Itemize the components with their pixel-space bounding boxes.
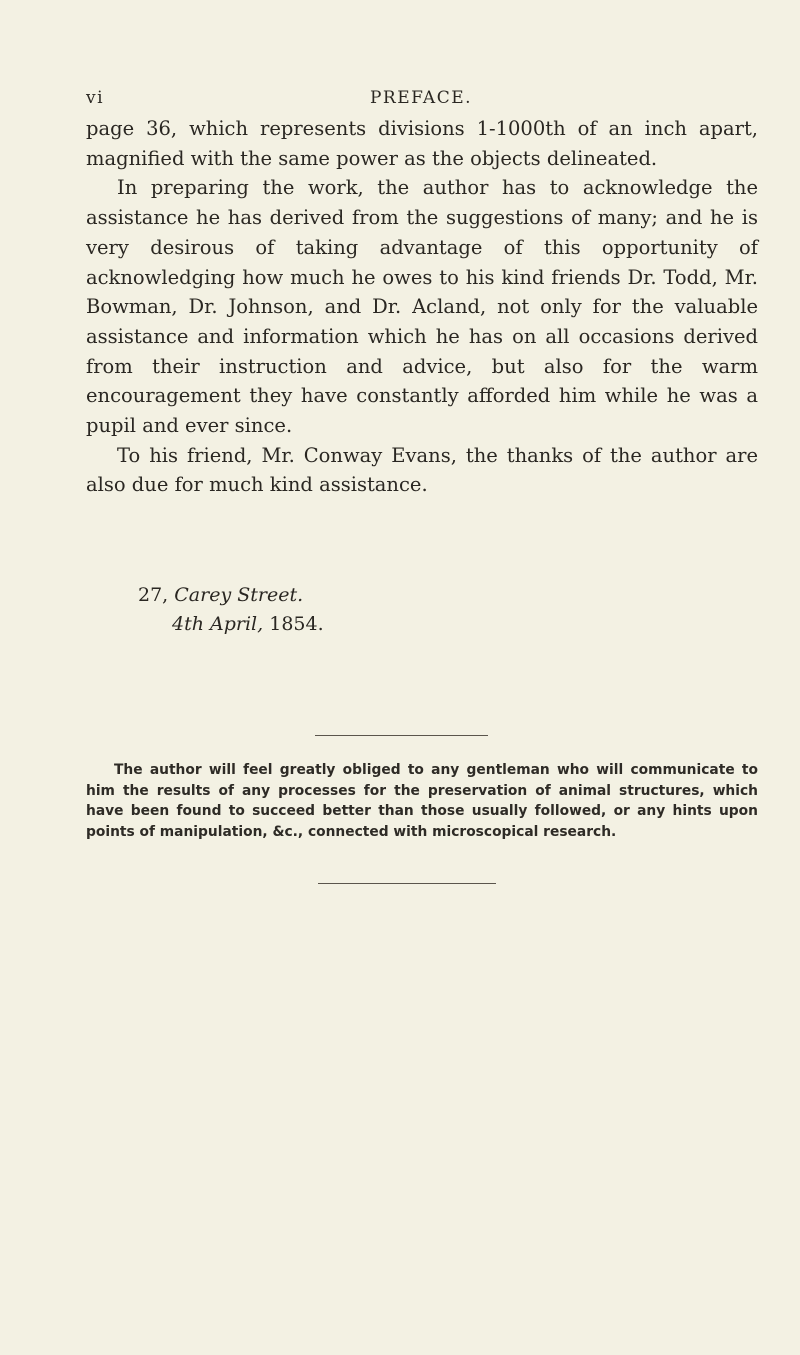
- date-month: April,: [210, 613, 264, 635]
- preface-body: [86, 114, 758, 500]
- address-line: [138, 581, 324, 610]
- street-name: Carey Street.: [174, 584, 304, 606]
- author-note: The author will feel greatly obliged to any gentleman who will communicate to him the results of any processes for the preservation of animal structures, which have been found to succeed better than those usually followed, or any hints upon points of manipulation, &c., connected with microscopical research.: [86, 762, 758, 840]
- divider-top: [315, 735, 488, 736]
- running-head: [86, 88, 756, 112]
- street-number: 27,: [138, 584, 169, 606]
- page-number: vi: [86, 88, 105, 108]
- paragraph-thanks: To his friend, Mr. Conway Evans, the thanks of the author are also due for much kind assistance.: [86, 443, 758, 497]
- page-title: PREFACE.: [369, 88, 473, 108]
- date-line: [138, 610, 324, 639]
- date-day: 4th: [172, 613, 204, 635]
- paragraph-acknowledgements: In preparing the work, the author has to acknowledge the assistance he has derived from the suggestions of many; and he is very desirous of taking advantage of this opportunity of acknowledging how much he owes to his kind friends Dr. Todd, Mr. Bowman, Dr. Johnson, and Dr. Acland, not only for the valuable assistance and information which he has on all occasions derived from their instruction and advice, but also for the warm encouragement they have constantly afforded him while he was a pupil and ever since.: [86, 176, 758, 438]
- date-year: 1854.: [269, 613, 324, 635]
- paragraph-continuation: page 36, which represents divisions 1-1000th of an inch apart, magnified with the same power as the objects delineated.: [86, 117, 758, 170]
- divider-bottom: [318, 883, 496, 884]
- signature-block: [138, 581, 324, 639]
